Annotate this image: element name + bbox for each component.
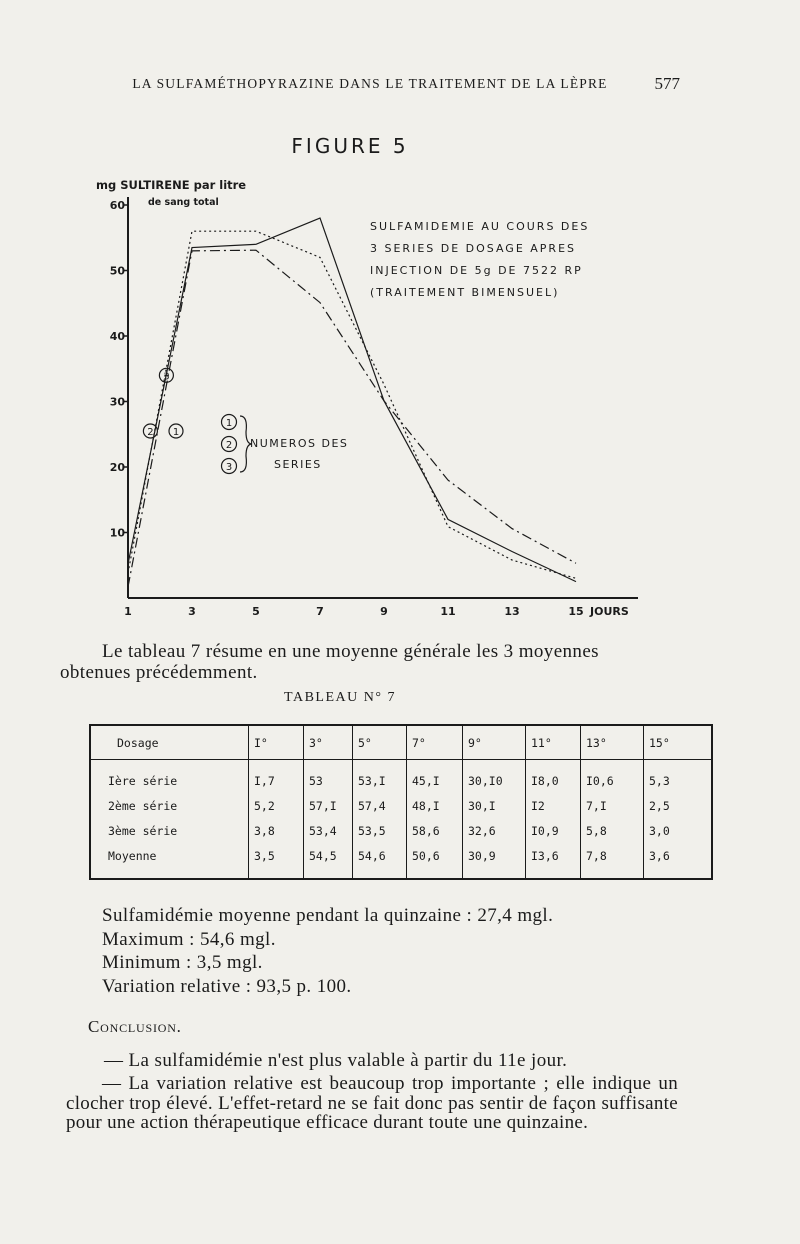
x-tick-label: 9: [380, 605, 388, 618]
table-row-label: 3ème série: [108, 823, 178, 838]
conclusion-line-1: — La sulfamidémie n'est plus valable à partir du 11e jour.: [104, 1050, 568, 1071]
table-cell: I2: [526, 793, 581, 818]
paragraph-intro: Le tableau 7 résume en une moyenne générale les 3 moyennes obtenues précédemment.: [60, 641, 599, 683]
table-cell: 58,6: [407, 818, 463, 843]
table-header-cell: 5°: [353, 725, 407, 760]
y-tick-label: 60: [109, 199, 125, 212]
table-header-cell: 11°: [526, 725, 581, 760]
table-header-cell: 9°: [463, 725, 526, 760]
table-cell: I8,0: [526, 760, 581, 794]
table-cell: 53: [304, 760, 353, 794]
conclusion-line-2: — La variation relative est beaucoup trop importante ; elle indique un clocher trop élevé. L'effet-retard ne se fait donc pas sentir de façon suffisante pour une action thérapeutique efficace durant toute une quinzaine.: [66, 1073, 678, 1133]
table-cell: 53,4: [304, 818, 353, 843]
chart-caption-line: (TRAITEMENT BIMENSUEL): [370, 286, 560, 299]
figure-5-chart: [90, 170, 660, 620]
chart-caption-line: INJECTION DE 5g DE 7522 RP: [370, 264, 583, 277]
table-cell: 5,3: [644, 760, 713, 794]
table-cell: 53,I: [353, 760, 407, 794]
stat-min: Minimum : 3,5 mgl.: [102, 952, 263, 973]
x-tick-label: 3: [188, 605, 196, 618]
y-axis-label-line-1: mg SULTIRENE par litre: [96, 178, 247, 192]
x-tick-label: 15: [568, 605, 584, 618]
page-number: 577: [654, 74, 680, 93]
stat-variation: Variation relative : 93,5 p. 100.: [102, 975, 352, 997]
x-tick-label: 1: [124, 605, 132, 618]
x-axis-label: JOURS: [590, 605, 629, 618]
y-tick-label: 10: [109, 526, 125, 540]
legend-marker-label: 2: [225, 440, 233, 451]
legend-label-line-2: SERIES: [274, 458, 322, 471]
table-cell: 30,I0: [463, 760, 526, 794]
series-marker-label: 3: [163, 371, 170, 383]
table-row: [90, 818, 712, 843]
y-tick-label: 30: [109, 395, 125, 409]
legend-marker-label: 1: [225, 418, 233, 429]
x-tick-label: 5: [252, 605, 260, 618]
table-cell: 3,0: [644, 818, 713, 843]
y-tick-label: 40: [109, 330, 125, 343]
series-marker-label: 2: [147, 426, 154, 438]
y-tick-label: 50: [109, 264, 125, 278]
figure-title: FIGURE 5: [291, 134, 409, 158]
table-cell: 53,5: [353, 818, 407, 843]
table-cell: I,7: [249, 760, 304, 794]
chart-caption-line: SULFAMIDEMIE AU COURS DES: [370, 220, 590, 233]
stat-mean: Sulfamidémie moyenne pendant la quinzaine : 27,4 mgl.: [102, 905, 554, 926]
table-row: [90, 760, 712, 794]
conclusion-heading: Conclusion.: [88, 1017, 182, 1036]
table-cell: 3,6: [644, 843, 713, 879]
x-tick-label: 7: [316, 605, 324, 618]
chart-caption-line: 3 SERIES DE DOSAGE APRES: [370, 242, 577, 255]
table-cell: 54,6: [353, 843, 407, 879]
legend-label-line-1: NUMEROS DES: [250, 437, 349, 450]
table-row: [90, 843, 712, 879]
table-cell: 50,6: [407, 843, 463, 879]
table-cell: I0,6: [581, 760, 644, 794]
table-cell: 5,8: [581, 818, 644, 843]
table-header-cell: I°: [249, 725, 304, 760]
table-cell: 5,2: [249, 793, 304, 818]
y-tick-label: 20: [109, 461, 125, 474]
table-row-label: Ière série: [108, 773, 178, 788]
table-header-cell: Dosage: [90, 725, 249, 760]
table-cell: 57,I: [304, 793, 353, 818]
table-cell: 3,8: [249, 818, 304, 843]
table-cell: 30,I: [463, 793, 526, 818]
table-cell: 30,9: [463, 843, 526, 879]
stat-max: Maximum : 54,6 mgl.: [102, 928, 276, 950]
y-axis-label-line-2: de sang total: [148, 197, 219, 208]
table-cell: 7,8: [581, 843, 644, 879]
x-tick-label: 13: [504, 605, 520, 618]
table-header-cell: 3°: [304, 725, 353, 760]
table-cell: 7,I: [581, 793, 644, 818]
table-cell: 48,I: [407, 793, 463, 818]
table-cell: 54,5: [304, 843, 353, 879]
table-header-row: [90, 725, 712, 760]
series-line-1: [128, 250, 576, 587]
table-cell: 2,5: [644, 793, 713, 818]
table-cell: 32,6: [463, 818, 526, 843]
table-cell: 45,I: [407, 760, 463, 794]
table-row: [90, 793, 712, 818]
running-head: LA SULFAMÉTHOPYRAZINE DANS LE TRAITEMENT DE LA LÈPRE: [132, 76, 608, 91]
statistics-block: [102, 904, 553, 998]
table-row-label: 2ème série: [108, 798, 178, 813]
x-tick-label: 11: [440, 605, 456, 618]
table-cell: I3,6: [526, 843, 581, 879]
table-cell: I0,9: [526, 818, 581, 843]
table-row-label: Moyenne: [108, 848, 157, 863]
legend-marker-label: 3: [225, 462, 233, 473]
table-cell: 3,5: [249, 843, 304, 879]
table-header-cell: 7°: [407, 725, 463, 760]
series-marker-label: 1: [172, 426, 180, 438]
dosage-table: [89, 724, 713, 880]
table-header-cell: 13°: [581, 725, 644, 760]
table-cell: 57,4: [353, 793, 407, 818]
table-header-cell: 15°: [644, 725, 713, 760]
table-title: TABLEAU N° 7: [284, 690, 396, 705]
